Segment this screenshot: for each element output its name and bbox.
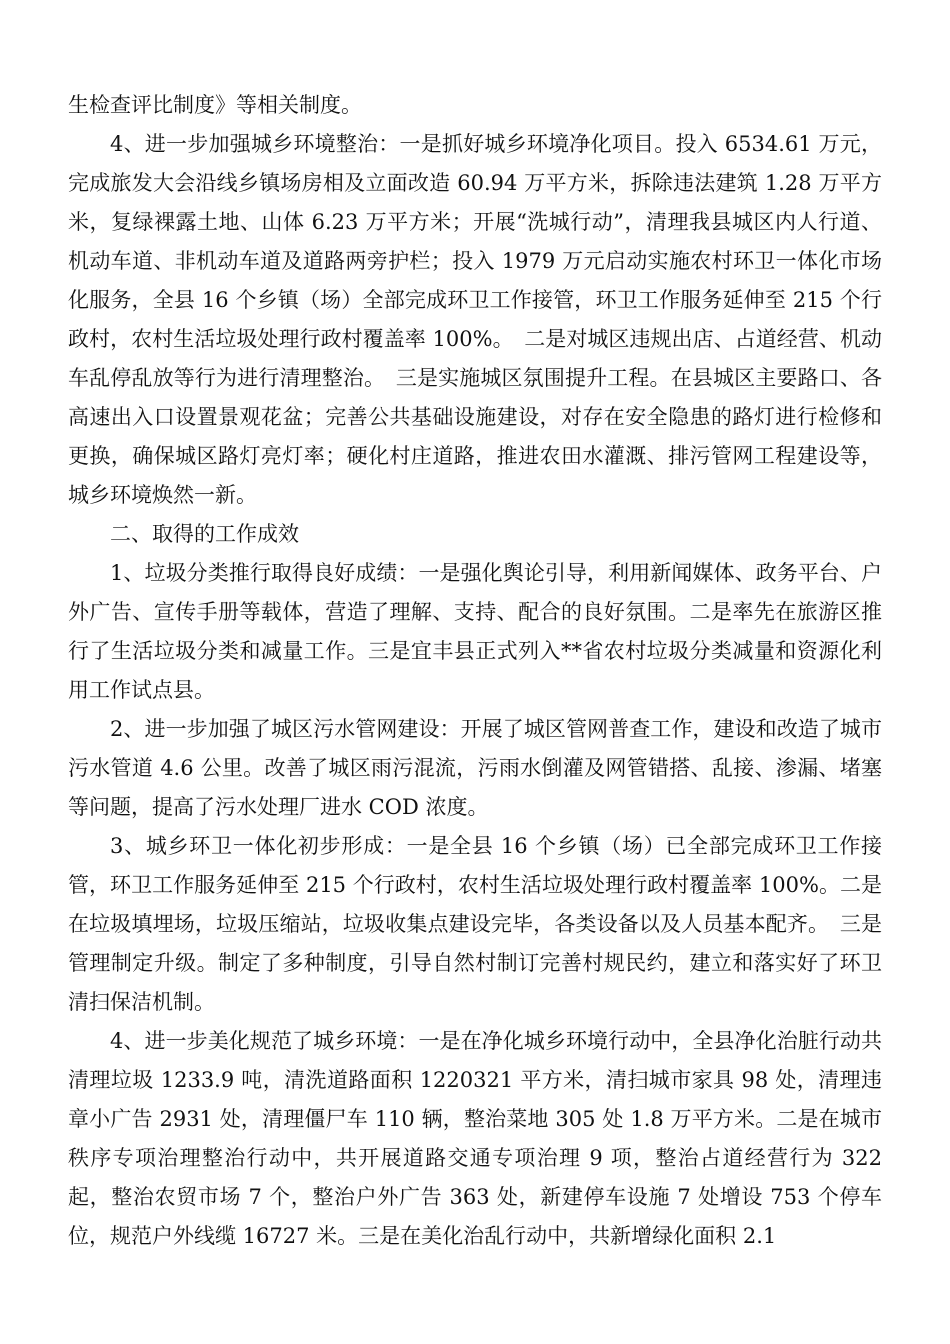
paragraph-sanitation-integration: 3、城乡环卫一体化初步形成：一是全县 16 个乡镇（场）已全部完成环卫工作接管，环卫工作服务延伸至 215 个行政村，农村生活垃圾处理行政村覆盖率 100%。二是在垃圾填埋场，垃圾压缩站，垃圾收集点建设完毕，各类设备以及人员基本配齐。 三是管理制定升级。制定了多种制度，引导自然村制订完善村规民约，建立和落实好了环卫清扫保洁机制。 — [68, 834, 882, 1014]
document-body — [68, 86, 882, 1256]
paragraph-environment-beautification: 4、进一步美化规范了城乡环境：一是在净化城乡环境行动中，全县净化治脏行动共清理垃圾 1233.9 吨，清洗道路面积 1220321 平方米，清扫城市家具 98 处，清理违章小广告 2931 处，清理僵尸车 110 辆，整治菜地 305 处 1.8 万平方米。二是在城市秩序专项治理整治行动中，共开展道路交通专项治理 9 项，整治占道经营行为 322 起，整治农贸市场 7 个，整治户外广告 363 处，新建停车设施 7 处增设 753 个停车位，规范户外线缆 16727 米。三是在美化治乱行动中，共新增绿化面积 2.1 — [68, 1029, 882, 1248]
paragraph-garbage-sorting: 1、垃圾分类推行取得良好成绩：一是强化舆论引导，利用新闻媒体、政务平台、户外广告、宣传手册等载体，营造了理解、支持、配合的良好氛围。二是率先在旅游区推行了生活垃圾分类和减量工作。三是宜丰县正式列入**省农村垃圾分类减量和资源化利用工作试点县。 — [68, 561, 882, 702]
paragraph-sewage-network: 2、进一步加强了城区污水管网建设：开展了城区管网普查工作，建设和改造了城市污水管道 4.6 公里。改善了城区雨污混流，污雨水倒灌及网管错搭、乱接、渗漏、堵塞等问题，提高了污水处理厂进水 COD 浓度。 — [68, 717, 882, 819]
paragraph-continuation: 生检查评比制度》等相关制度。 — [68, 93, 362, 117]
paragraph-urban-rural-environment: 4、进一步加强城乡环境整治：一是抓好城乡环境净化项目。投入 6534.61 万元，完成旅发大会沿线乡镇场房相及立面改造 60.94 万平方米，拆除违法建筑 1.28 万平方米，复绿裸露土地、山体 6.23 万平方米；开展“洗城行动”，清理我县城区内人行道、机动车道、非机动车道及道路两旁护栏；投入 1979 万元启动实施农村环卫一体化市场化服务，全县 16 个乡镇（场）全部完成环卫工作接管，环卫工作服务延伸至 215 个行政村，农村生活垃圾处理行政村覆盖率 100%。 二是对城区违规出店、占道经营、机动车乱停乱放等行为进行清理整治。 三是实施城区氛围提升工程。在县城区主要路口、各高速出入口设置景观花盆；完善公共基础设施建设，对存在安全隐患的路灯进行检修和更换，确保城区路灯亮灯率；硬化村庄道路，推进农田水灌溉、排污管网工程建设等，城乡环境焕然一新。 — [68, 132, 882, 507]
section-heading-results: 二、取得的工作成效 — [110, 522, 299, 546]
